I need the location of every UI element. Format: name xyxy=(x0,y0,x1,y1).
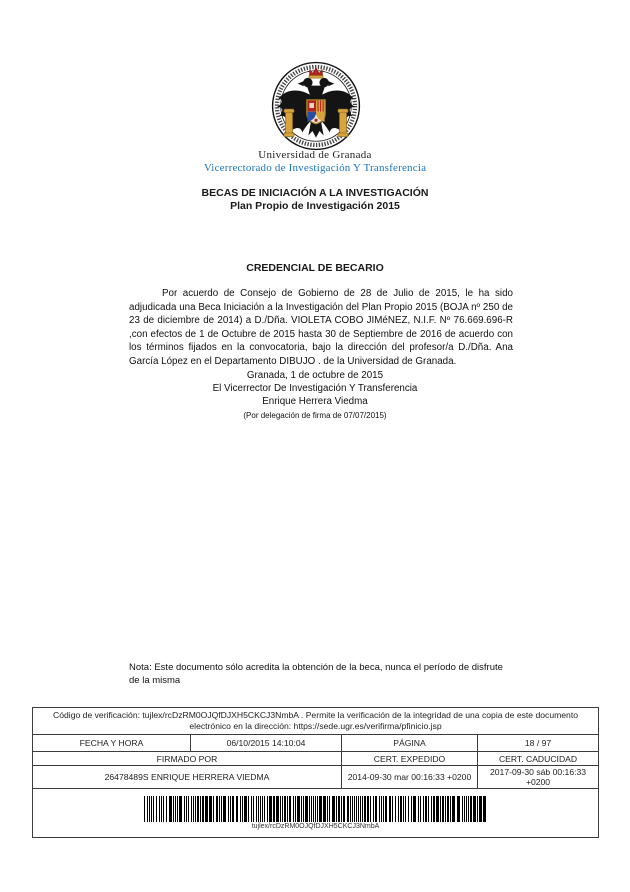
barcode-text: tujlex/rcDzRM0OJQfDJXH5CKCJ3NmbA xyxy=(251,823,380,830)
signature-place-date: Granada, 1 de octubre de 2015 xyxy=(246,370,384,381)
cert-expedido-label: CERT. EXPEDIDO xyxy=(342,752,478,766)
signer-role: El Vicerrector De Investigación Y Transferencia xyxy=(212,383,418,395)
footnote: Nota: Este documento sólo acredita la obtención de la beca, nunca el período de disfrute de la misma xyxy=(129,662,503,686)
pagina-value: 18 / 97 xyxy=(478,735,599,752)
table-row xyxy=(33,752,599,766)
program-title-line1: BECAS DE INICIACIÓN A LA INVESTIGACIÓN xyxy=(201,187,429,199)
table-row xyxy=(33,708,599,735)
table-row xyxy=(33,766,599,789)
verification-section xyxy=(32,707,599,838)
fecha-hora-label: FECHA Y HORA xyxy=(33,735,191,752)
fecha-hora-value: 06/10/2015 14:10:04 xyxy=(191,735,342,752)
firmado-por-value: 26478489S ENRIQUE HERRERA VIEDMA xyxy=(33,766,342,789)
barcode xyxy=(143,796,488,822)
university-seal-icon xyxy=(262,61,370,151)
table-row xyxy=(33,789,599,838)
document-title: CREDENCIAL DE BECARIO xyxy=(246,262,384,274)
table-row xyxy=(33,735,599,752)
document-body-paragraph: Por acuerdo de Consejo de Gobierno de 28 de Julio de 2015, le ha sido adjudicada una Beca Iniciación a la Investigación del Plan Propio 2015 (BOJA nº 250 de 23 de diciembre de 2014) a D./Dña. VIOLETA COBO JIMéNEZ, N.I.F. Nº 76.669.696-R ,con efectos de 1 de Octubre de 2015 hasta 30 de Septiembre de 2016 de acuerdo con los términos fijados en la convocatoria, bajo la dirección del profesor/a D./Dña. Ana García López en el Departamento DIBUJO . de la Universidad de Granada. xyxy=(129,288,513,367)
cert-caducidad-value: 2017-09-30 sáb 00:16:33 +0200 xyxy=(478,766,599,789)
verification-code-line: Código de verificación: tujlex/rcDzRM0OJQfDJXH5CKCJ3NmbA . Permite la verificación de la integridad de una copia de este documento electrónico en la dirección: https://sede.ugr.es/verifirma/pfinicio.jsp xyxy=(33,708,599,735)
university-name: Universidad de Granada xyxy=(258,149,372,161)
signature-block xyxy=(0,369,630,422)
pagina-label: PÁGINA xyxy=(342,735,478,752)
office-name: Vicerrectorado de Investigación Y Transferencia xyxy=(203,162,427,174)
firmado-por-label: FIRMADO POR xyxy=(33,752,342,766)
cert-expedido-value: 2014-09-30 mar 00:16:33 +0200 xyxy=(342,766,478,789)
verification-table xyxy=(32,707,599,838)
program-title-line2: Plan Propio de Investigación 2015 xyxy=(230,200,400,212)
cert-caducidad-label: CERT. CADUCIDAD xyxy=(478,752,599,766)
signature-delegation-note: (Por delegación de firma de 07/07/2015) xyxy=(243,410,387,420)
university-seal xyxy=(262,61,370,151)
signer-name: Enrique Herrera Viedma xyxy=(262,396,368,408)
